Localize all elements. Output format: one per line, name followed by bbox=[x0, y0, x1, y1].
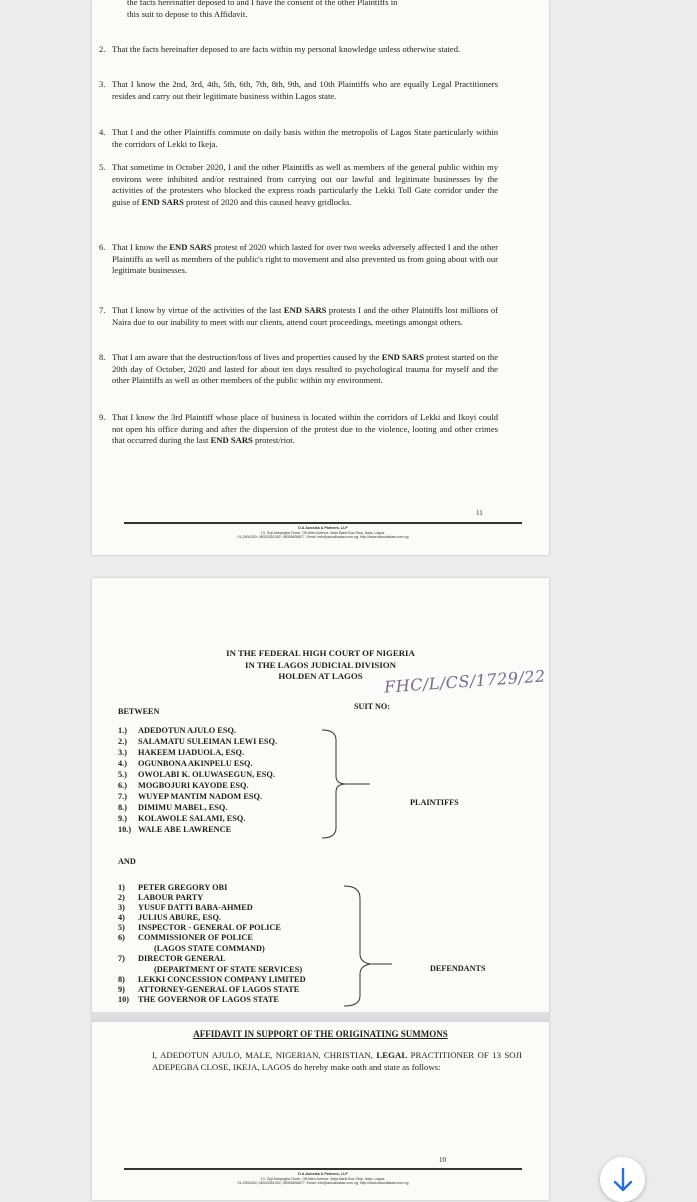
end-sars-bold: END SARS bbox=[169, 242, 212, 252]
defendants-label: DEFENDANTS bbox=[430, 964, 486, 973]
and-label: AND bbox=[118, 857, 136, 866]
paragraph-text: That sometime in October 2020, I and the other Plaintiffs as well as members of the general public within my environs were inhibited and/or restrained from carrying out our lawful and legitimate businesses by the activities of the protesters who blocked the express roads particularly the Lekki Toll Gate corridor under the guise of END SARS protest of 2020 and this caused heavy gridlocks. bbox=[112, 162, 498, 207]
defendant-item: 6) COMMISSIONER OF POLICE bbox=[118, 933, 253, 942]
continuation-line-1: the facts hereinafter deposed to and I have the consent of the other Plaintiffs in bbox=[127, 0, 398, 7]
paragraph-text: That I know the 2nd, 3rd, 4th, 5th, 6th, 7th, 8th, 9th, and 10th Plaintiffs who are equally Legal Practitioners resides and carry out their legitimate business within Lagos state. bbox=[112, 79, 498, 101]
plaintiff-item: 1.) ADEDOTUN AJULO ESQ. bbox=[118, 726, 236, 735]
scan-band bbox=[92, 1012, 549, 1022]
defendant-item: 2) LABOUR PARTY bbox=[118, 893, 204, 902]
firm-name: D.A Awosika & Partners, LLP bbox=[298, 526, 348, 530]
footer-rule bbox=[124, 522, 522, 524]
defendants-brace bbox=[342, 884, 394, 1008]
end-sars-bold: END SARS bbox=[141, 196, 184, 207]
firm-address: 13, Soji Adepegba Close, Off Allen Avenue, Ikeja Bank Bus Stop, Ikeja, Lagos. bbox=[260, 530, 386, 535]
paragraph-4 bbox=[99, 127, 498, 150]
firm-address: 13, Soji Adepegba Close, Off Allen Avenue, Ikeja Bank Bus Stop, Ikeja, Lagos. bbox=[260, 1176, 386, 1181]
paragraph-number: 6. bbox=[99, 242, 106, 252]
between-label: BETWEEN bbox=[118, 707, 160, 716]
end-sars-bold: END SARS bbox=[210, 435, 253, 445]
footer-rule bbox=[124, 1168, 522, 1170]
affidavit-title: AFFIDAVIT IN SUPPORT OF THE ORIGINATING SUMMONS bbox=[193, 1029, 448, 1039]
plaintiff-item: 10.) WALE ABE LAWRENCE bbox=[118, 825, 232, 834]
plaintiff-item: 4.) OGUNBONA AKINPELU ESQ. bbox=[118, 759, 253, 768]
paragraph-number: 8. bbox=[99, 352, 106, 362]
firm-footer bbox=[124, 1172, 522, 1186]
continuation-text bbox=[127, 0, 499, 20]
plaintiffs-brace bbox=[320, 728, 372, 840]
arrow-down-icon bbox=[612, 1167, 634, 1193]
end-sars-bold: END SARS bbox=[381, 352, 425, 362]
document-page-10 bbox=[92, 578, 549, 1200]
paragraph-text: That the facts hereinafter deposed to are facts within my personal knowledge unless otherwise stated. bbox=[112, 44, 461, 54]
paragraph-text: That I know by virtue of the activities of the last END SARS protests I and the other Plaintiffs lost millions of Naira due to our inability to meet with our clients, attend court proceedings, meetings amongst others. bbox=[112, 305, 498, 327]
paragraph-text: That I and the other Plaintiffs commute on daily basis within the metropolis of Lagos State particularly within the corridors of Lekki to Ikeja. bbox=[112, 127, 498, 149]
firm-footer bbox=[124, 526, 522, 540]
end-sars-bold: END SARS bbox=[283, 305, 327, 315]
paragraph-text: That I know the END SARS protest of 2020 which lasted for over two weeks adversely affected I and the other Plaintiffs as well as members of the public's right to movement and also prevented us from going about with our legitimate businesses. bbox=[112, 242, 498, 275]
firm-contact: 01-2904330; 08033351392; 08055836877. Email: info@awosikalaw.com.ng; http://www.awosikalaw.com.ng bbox=[237, 1181, 409, 1186]
firm-contact: 01-2904330; 08033351392; 08055836877. Email: info@awosikalaw.com.ng; http://www.awosikalaw.com.ng bbox=[237, 535, 409, 540]
paragraph-number: 9. bbox=[99, 412, 106, 422]
paragraph-number: 7. bbox=[99, 305, 106, 315]
defendant-item: 4) JULIUS ABURE, ESQ. bbox=[118, 913, 221, 922]
defendant-subline: (LAGOS STATE COMMAND) bbox=[154, 944, 265, 953]
plaintiff-item: 3.) HAKEEM IJADUOLA, ESQ. bbox=[118, 748, 245, 757]
holden-at: HOLDEN AT LAGOS bbox=[278, 671, 363, 681]
plaintiff-item: 6.) MOGBOJURI KAYODE ESQ. bbox=[118, 781, 249, 790]
handwritten-suit-number: FHC/L/CS/1729/22 bbox=[383, 666, 547, 697]
page-number: 10 bbox=[439, 1156, 446, 1164]
plaintiffs-label: PLAINTIFFS bbox=[410, 798, 459, 807]
paragraph-5 bbox=[99, 162, 498, 208]
paragraph-number: 5. bbox=[99, 162, 106, 172]
paragraph-7 bbox=[99, 305, 498, 328]
judicial-division: IN THE LAGOS JUDICIAL DIVISION bbox=[245, 659, 396, 670]
court-name: IN THE FEDERAL HIGH COURT OF NIGERIA bbox=[226, 648, 415, 658]
paragraph-3 bbox=[99, 79, 498, 102]
paragraph-number: 3. bbox=[99, 79, 106, 89]
plaintiff-item: 9.) KOLAWOLE SALAMI, ESQ. bbox=[118, 814, 246, 823]
defendant-subline: (DEPARTMENT OF STATE SERVICES) bbox=[154, 965, 303, 974]
paragraph-number: 2. bbox=[99, 44, 106, 54]
defendant-item: 9) ATTORNEY-GENERAL OF LAGOS STATE bbox=[118, 985, 300, 994]
document-page-11 bbox=[92, 0, 549, 555]
defendant-item: 3) YUSUF DATTI BABA-AHMED bbox=[118, 903, 253, 912]
defendant-item: 8) LEKKI CONCESSION COMPANY LIMITED bbox=[118, 975, 306, 984]
continuation-line-2: this suit to depose to this Affidavit. bbox=[127, 8, 248, 19]
firm-name: D.A Awosika & Partners, LLP bbox=[298, 1172, 348, 1176]
plaintiff-item: 8.) DIMIMU MABEL, ESQ. bbox=[118, 803, 228, 812]
suit-no-label: SUIT NO: bbox=[354, 702, 391, 711]
scroll-down-button[interactable] bbox=[600, 1157, 645, 1202]
paragraph-6 bbox=[99, 242, 498, 277]
paragraph-number: 4. bbox=[99, 127, 106, 137]
paragraph-2 bbox=[99, 44, 498, 56]
defendant-item: 5) INSPECTOR - GENERAL OF POLICE bbox=[118, 923, 281, 932]
paragraph-8 bbox=[99, 352, 499, 387]
paragraph-text: That I am aware that the destruction/loss of lives and properties caused by the END SARS protest started on the 20th day of October, 2020 and lasted for about ten days resulted to psychological trauma for myself and the other Plaintiffs as well as other members of the public within my environment. bbox=[112, 352, 499, 385]
plaintiff-item: 7.) WUYEP MANTIM NADOM ESQ. bbox=[118, 792, 262, 801]
defendant-item: 7) DIRECTOR GENERAL bbox=[118, 954, 226, 963]
plaintiff-item: 5.) OWOLABI K. OLUWASEGUN, ESQ. bbox=[118, 770, 275, 779]
defendant-item: 1) PETER GREGORY OBI bbox=[118, 883, 228, 892]
paragraph-text: That I know the 3rd Plaintiff whose place of business is located within the corridors of Lekki and Ikoyi could not open his office during and after the dispersion of the protest due to the violence, looting and other crimes that occurred during the last END SARS protest/riot. bbox=[112, 412, 498, 445]
paragraph-9 bbox=[99, 412, 498, 447]
legal-bold: LEGAL bbox=[376, 1050, 408, 1060]
affidavit-intro: I, ADEDOTUN AJULO, MALE, NIGERIAN, CHRISTIAN, LEGAL PRACTITIONER OF 13 SOJI ADEPEGBA CLOSE, IKEJA, LAGOS do hereby make oath and state as follows: bbox=[152, 1050, 522, 1072]
plaintiff-item: 2.) SALAMATU SULEIMAN LEWI ESQ. bbox=[118, 737, 278, 746]
defendant-item: 10) THE GOVERNOR OF LAGOS STATE bbox=[118, 995, 279, 1004]
page-number: 11 bbox=[476, 509, 483, 517]
